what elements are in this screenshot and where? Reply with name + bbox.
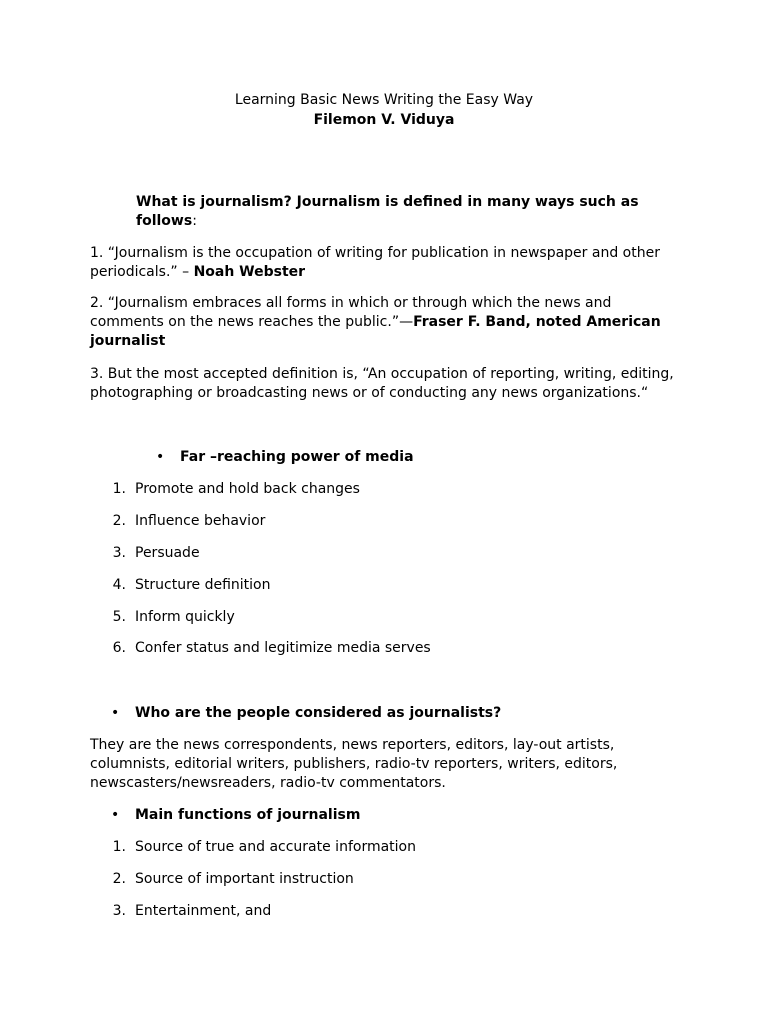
list-number: 1. <box>112 839 126 855</box>
list-number: 2. <box>112 513 126 529</box>
list-item <box>0 870 768 889</box>
bullet-icon: • <box>156 449 165 465</box>
question-colon: : <box>192 213 197 229</box>
journalism-question <box>136 193 656 231</box>
list-number: 3. <box>112 545 126 561</box>
list-item-label: Source of true and accurate information <box>135 839 416 855</box>
definition-2-source: Fraser F. Band, noted American journalist <box>90 314 661 349</box>
definition-1 <box>90 244 680 282</box>
bullet-icon: • <box>111 807 120 823</box>
list-number: 5. <box>112 609 126 625</box>
section-heading: Main functions of journalism <box>135 807 361 823</box>
definition-1-text: 1. “Journalism is the occupation of writing for publication in newspaper and other periodicals.” – <box>90 245 660 280</box>
journalists-paragraph: They are the news correspondents, news reporters, editors, lay-out artists, columnists, editorial writers, publishers, radio-tv reporters, writers, editors, newscasters/newsreaders, radio-tv commentators. <box>90 737 618 791</box>
list-item-label: Influence behavior <box>135 513 266 529</box>
document-title: Learning Basic News Writing the Easy Way <box>234 92 534 108</box>
definition-2-text: 2. “Journalism embraces all forms in which or through which the news and comments on the news reaches the public.”— <box>90 295 612 330</box>
list-item-label: Source of important instruction <box>135 871 354 887</box>
list-item <box>0 576 768 595</box>
list-item <box>0 838 768 857</box>
list-number: 2. <box>112 871 126 887</box>
list-number: 1. <box>112 481 126 497</box>
definition-1-source: Noah Webster <box>193 264 306 280</box>
list-item <box>0 512 768 531</box>
section-heading: Far –reaching power of media <box>180 449 414 465</box>
list-item <box>0 902 768 921</box>
section-journalists-heading <box>0 704 768 723</box>
question-text: What is journalism? Journalism is defined in many ways such as follows <box>136 194 639 229</box>
list-number: 6. <box>112 640 126 656</box>
list-number: 4. <box>112 577 126 593</box>
list-item <box>0 544 768 563</box>
bullet-icon: • <box>111 705 120 721</box>
list-number: 3. <box>112 903 126 919</box>
list-item-label: Promote and hold back changes <box>135 481 360 497</box>
definition-2 <box>90 294 680 351</box>
list-item <box>0 639 768 658</box>
section-functions-heading <box>0 806 768 825</box>
section-heading: Who are the people considered as journalists? <box>135 705 502 721</box>
list-item-label: Confer status and legitimize media serves <box>135 640 431 656</box>
section-power-of-media-heading <box>0 448 768 467</box>
list-item <box>0 480 768 499</box>
list-item <box>0 608 768 627</box>
list-item-label: Inform quickly <box>135 609 235 625</box>
document-author: Filemon V. Viduya <box>313 112 455 128</box>
list-item-label: Persuade <box>135 545 200 561</box>
list-item-label: Entertainment, and <box>135 903 272 919</box>
list-item-label: Structure definition <box>135 577 271 593</box>
definition-3: 3. But the most accepted definition is, “An occupation of reporting, writing, editing, photographing or broadcasting news or of conducting any news organizations.“ <box>90 366 674 401</box>
